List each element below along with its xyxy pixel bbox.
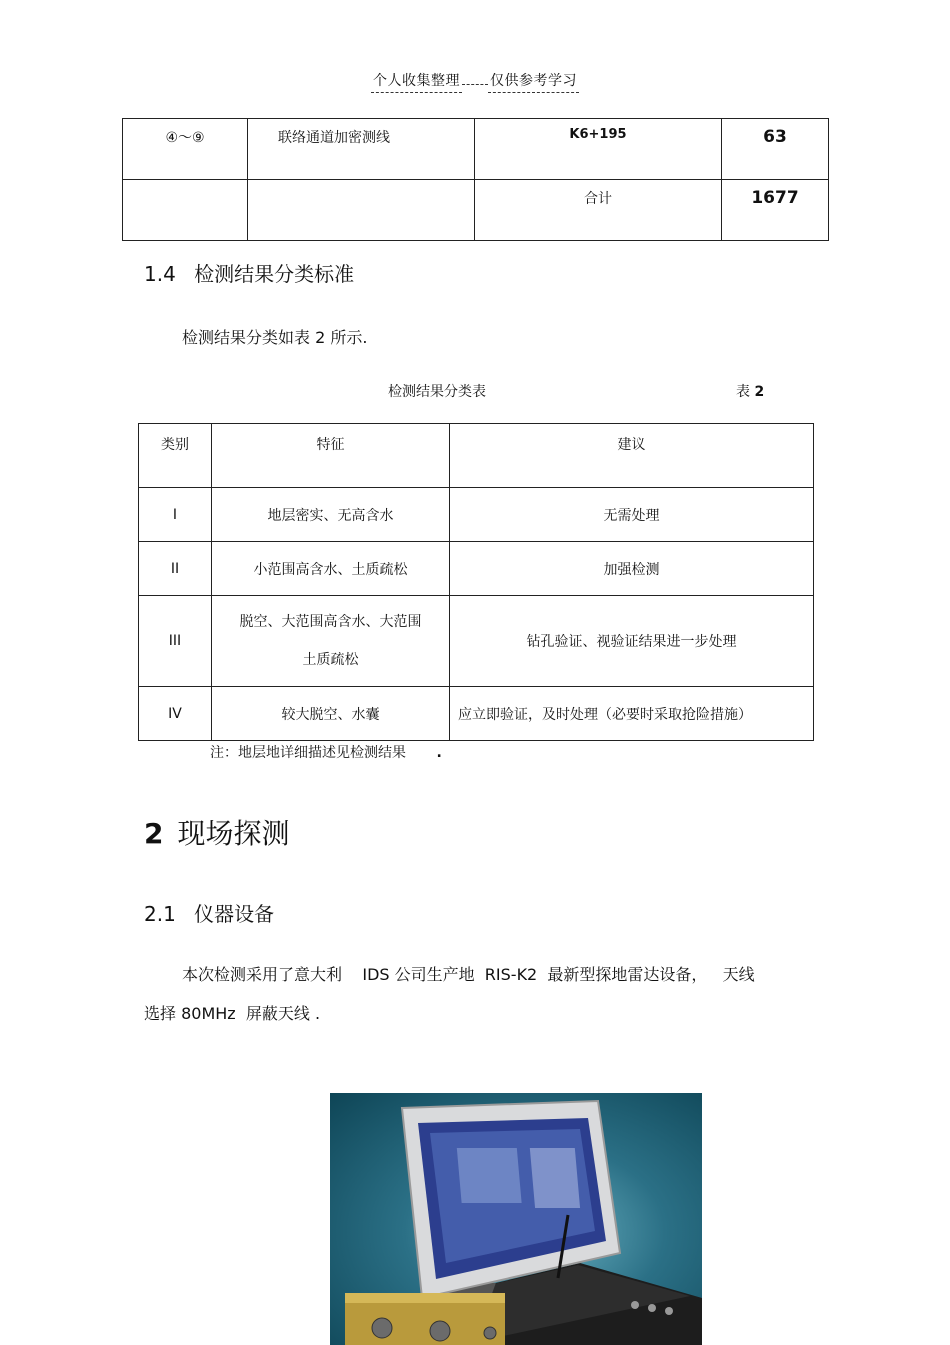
cell-feature: 小范围高含水、土质疏松 bbox=[212, 542, 450, 596]
table-cell-name bbox=[248, 180, 475, 241]
equipment-photo bbox=[330, 1093, 702, 1345]
header-advice: 建议 bbox=[450, 424, 814, 488]
cell-feature-line1: 脱空、大范围高含水、大范围 bbox=[239, 614, 422, 630]
cell-class: IV bbox=[139, 687, 212, 741]
cell-class: I bbox=[139, 488, 212, 542]
table-cell-id bbox=[123, 180, 248, 241]
table-row bbox=[139, 687, 814, 741]
table-cell-total-label: 合计 bbox=[475, 180, 722, 241]
table-cell-name: 联络通道加密测线 bbox=[248, 119, 475, 180]
table-cell-count: 63 bbox=[722, 119, 829, 180]
table-header-row bbox=[139, 424, 814, 488]
table2-caption: 检测结果分类表 bbox=[388, 384, 486, 400]
table-cell-id: ④～⑨ bbox=[123, 119, 248, 180]
table-row bbox=[139, 488, 814, 542]
survey-line-table bbox=[122, 118, 829, 241]
cell-feature: 较大脱空、水囊 bbox=[212, 687, 450, 741]
section-1-4-title: 检测结果分类标准 bbox=[194, 262, 355, 286]
table2-note-text: 注：地层地详细描述见检测结果 bbox=[210, 745, 406, 761]
header-note-gap bbox=[462, 84, 488, 85]
cell-feature: 地层密实、无高含水 bbox=[212, 488, 450, 542]
section-1-4-intro: 检测结果分类如表 2 所示. bbox=[182, 328, 368, 347]
cell-class: III bbox=[139, 596, 212, 687]
section-2-title: 现场探测 bbox=[177, 817, 290, 850]
cell-advice: 无需处理 bbox=[450, 488, 814, 542]
table2-note bbox=[210, 742, 442, 762]
table2-note-dot: . bbox=[436, 745, 442, 761]
cell-advice: 应立即验证，及时处理（必要时采取抢险措施） bbox=[450, 687, 814, 741]
table-row bbox=[123, 180, 829, 241]
classification-table bbox=[138, 423, 814, 741]
cell-advice: 钻孔验证、视验证结果进一步处理 bbox=[450, 596, 814, 687]
section-2-1-para-line1: 本次检测采用了意大利 IDS 公司生产地 RIS-K2 最新型探地雷达设备， 天线 bbox=[182, 965, 755, 984]
table2-label-text: 表 bbox=[736, 384, 750, 400]
cell-feature bbox=[212, 596, 450, 687]
laptop-radar-illustration bbox=[330, 1093, 702, 1345]
header-note-part2: 仅供参考学习 bbox=[488, 70, 579, 93]
table-cell-mileage: K6+195 bbox=[475, 119, 722, 180]
section-2-1-para-line2: 选择 80MHz 屏蔽天线 . bbox=[144, 1004, 321, 1023]
table-row bbox=[139, 542, 814, 596]
header-note-part1: 个人收集整理 bbox=[371, 70, 462, 93]
table2-label bbox=[736, 381, 764, 401]
header-class: 类别 bbox=[139, 424, 212, 488]
section-2-number: 2 bbox=[144, 817, 164, 850]
table-cell-total-count: 1677 bbox=[722, 180, 829, 241]
table2-label-number: 2 bbox=[754, 384, 765, 400]
section-2-heading bbox=[144, 812, 290, 852]
section-2-1-number: 2.1 bbox=[144, 902, 176, 926]
section-2-1-title: 仪器设备 bbox=[194, 902, 275, 926]
page-header-note bbox=[0, 70, 950, 93]
table-row bbox=[139, 596, 814, 687]
section-1-4-number: 1.4 bbox=[144, 262, 176, 286]
table-row bbox=[123, 119, 829, 180]
cell-class: II bbox=[139, 542, 212, 596]
cell-advice: 加强检测 bbox=[450, 542, 814, 596]
header-feature: 特征 bbox=[212, 424, 450, 488]
cell-feature-line2: 土质疏松 bbox=[302, 652, 359, 668]
section-2-1-heading bbox=[144, 898, 274, 927]
section-1-4-heading bbox=[144, 258, 354, 287]
